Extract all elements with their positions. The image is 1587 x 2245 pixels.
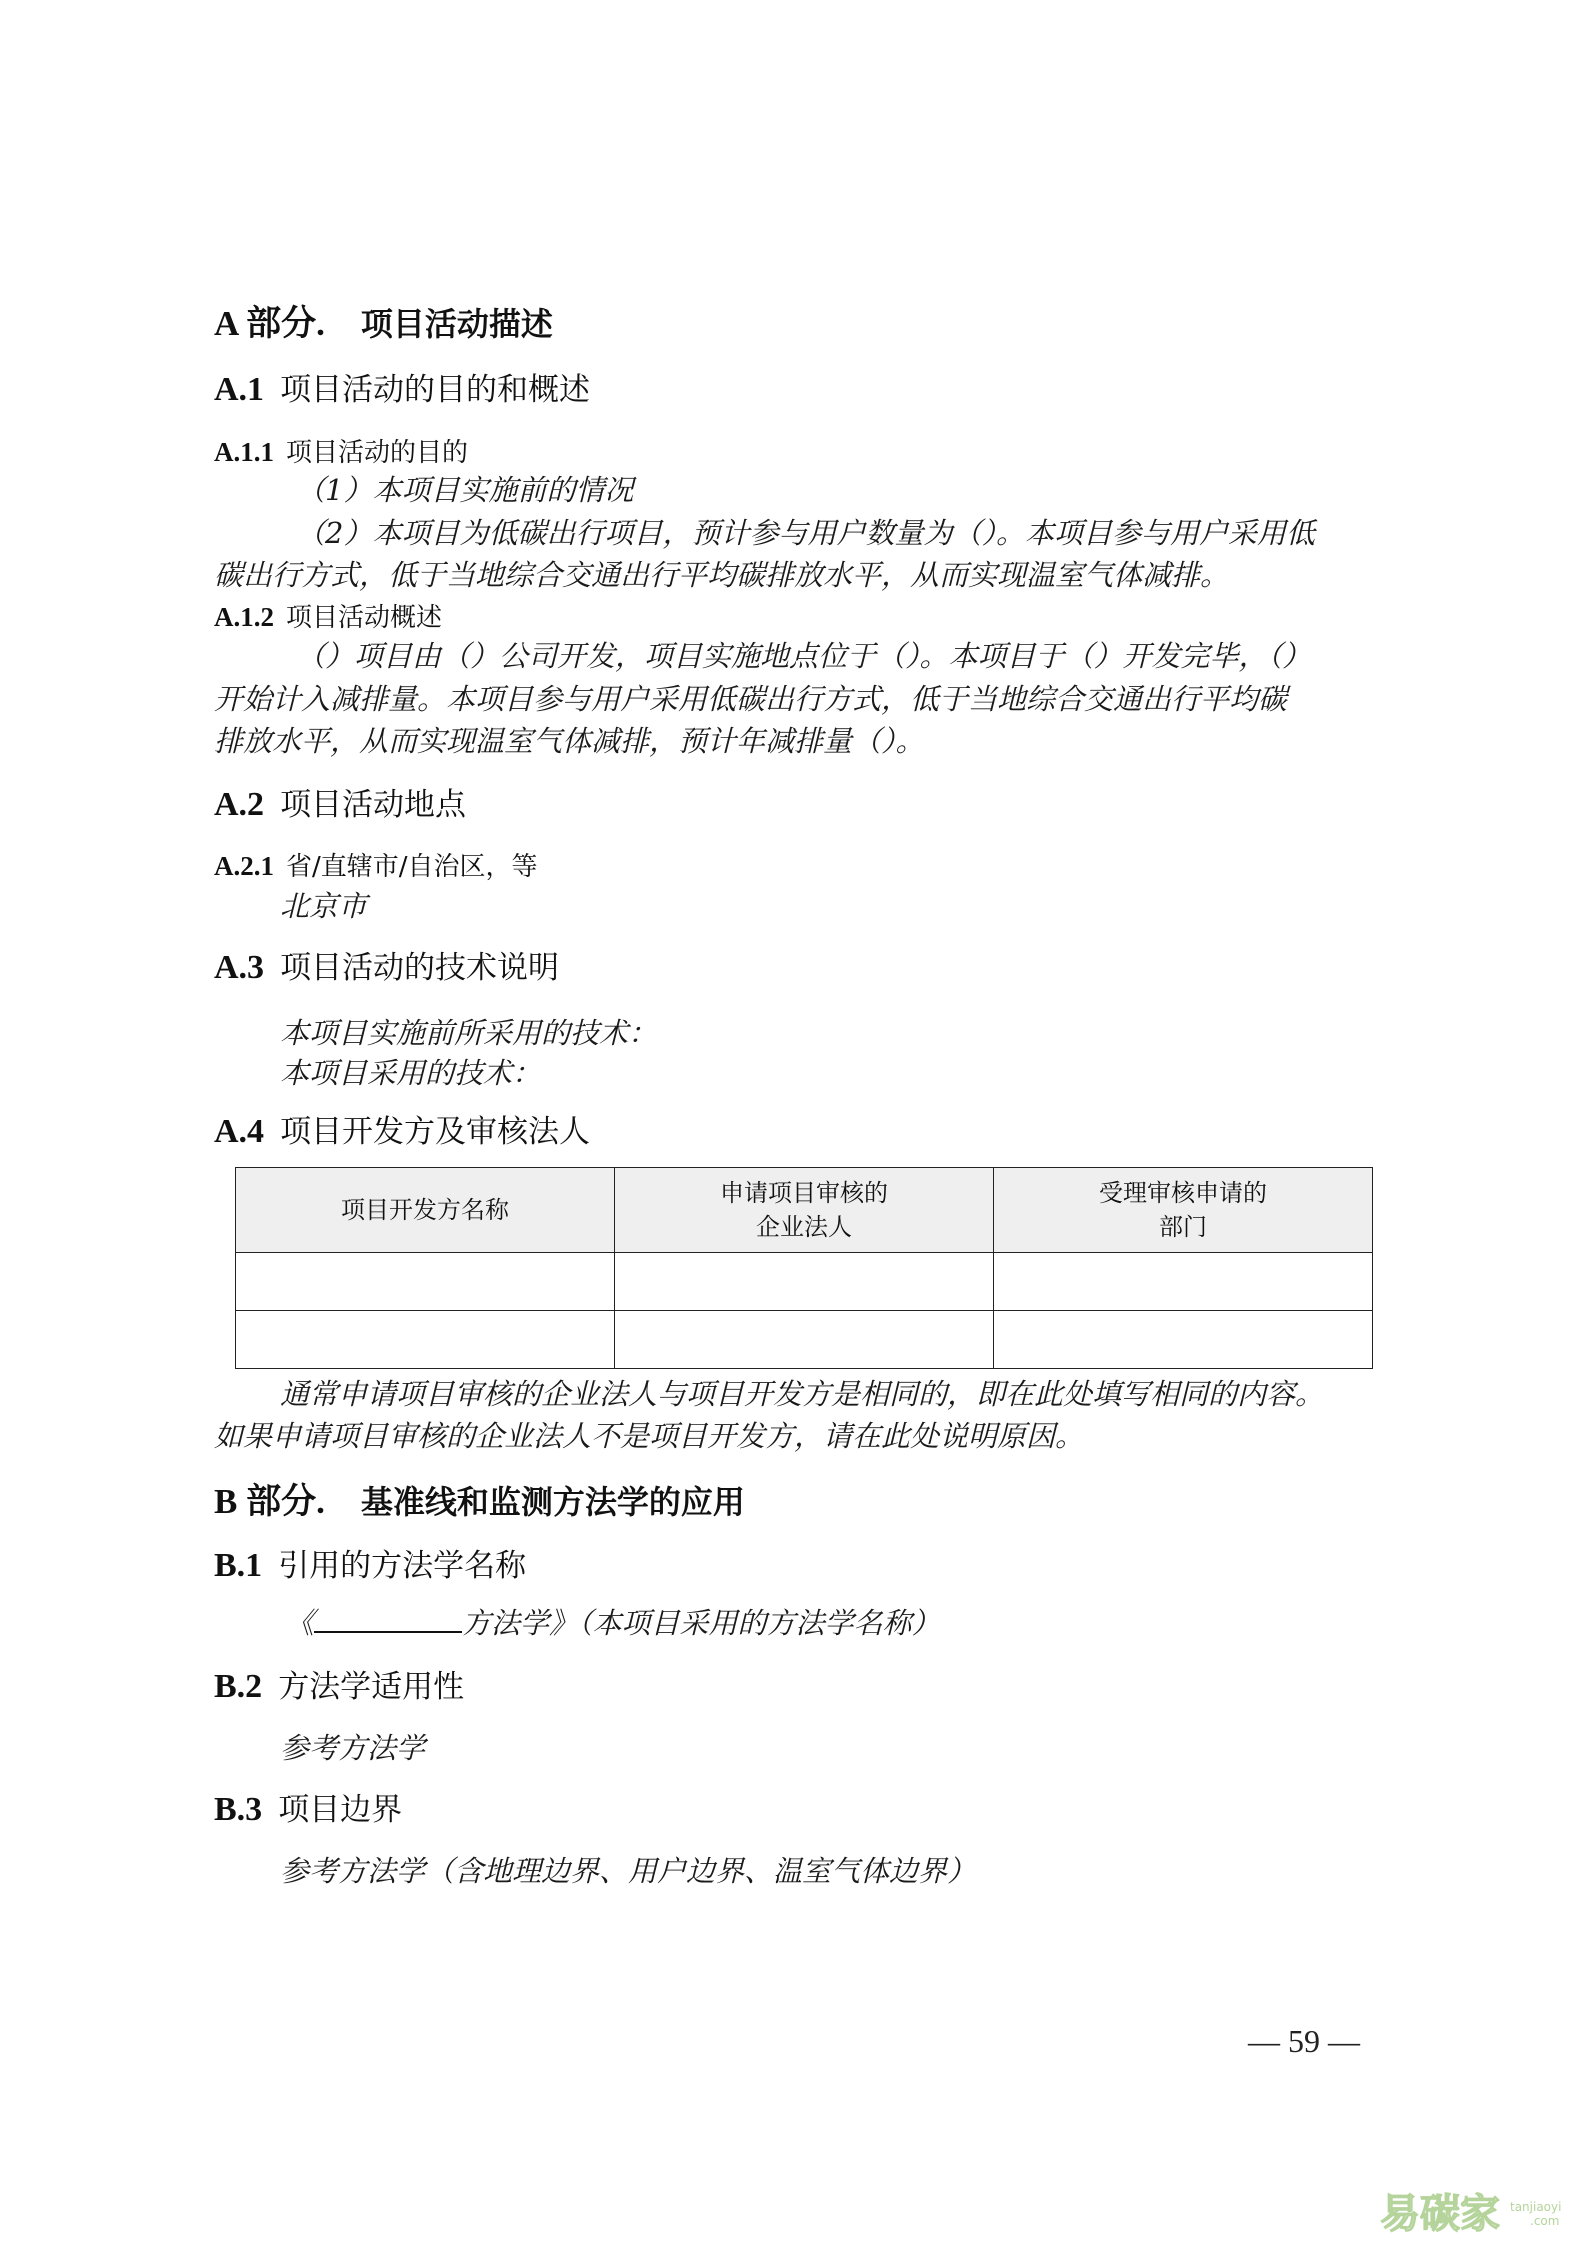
table-cell[interactable] [615,1253,994,1311]
watermark-brand: 易碳家 [1380,2191,1500,2237]
part-a-code: A 部分. [214,304,325,343]
a11-line-2: （2）本项目为低碳出行项目，预计参与用户数量为（）。本项目参与用户采用低 [296,516,1315,550]
section-a2-title: 项目活动地点 [280,787,467,823]
a4-note-line-1: 通常申请项目审核的企业法人与项目开发方是相同的，即在此处填写相同的内容。 [280,1377,1325,1411]
section-a2-heading [214,779,466,824]
a12-line-1: （）项目由（）公司开发，项目实施地点位于（）。本项目于（）开发完毕，（） [296,639,1312,673]
section-a21-heading [214,846,538,883]
b2-text: 参考方法学 [280,1731,426,1765]
a3-line-2: 本项目采用的技术： [280,1056,542,1090]
a4-note-line-2: 如果申请项目审核的企业法人不是项目开发方，请在此处说明原因。 [214,1419,1085,1453]
b3-text: 参考方法学（含地理边界、用户边界、温室气体边界） [280,1854,977,1888]
section-a3-code: A.3 [214,949,265,986]
section-a3-heading [214,942,559,987]
section-a12-code: A.1.2 [214,602,274,632]
section-b3-heading [214,1784,402,1829]
a3-line-1: 本项目实施前所采用的技术： [280,1016,658,1050]
part-b-title: 基准线和监测方法学的应用 [360,1483,745,1521]
section-a12-title: 项目活动概述 [286,603,443,633]
section-a21-code: A.2.1 [214,851,274,881]
section-b2-heading [214,1661,464,1706]
watermark-logo [1378,2183,1573,2239]
section-b2-code: B.2 [214,1668,263,1705]
table-cell[interactable] [236,1253,615,1311]
a21-value: 北京市 [280,889,368,923]
header-applicant-entity-line-1: 申请项目审核的 [720,1179,888,1207]
table-cell[interactable] [615,1311,994,1369]
header-developer-name [236,1168,615,1253]
a12-line-2: 开始计入减排量。本项目参与用户采用低碳出行方式，低于当地综合交通出行平均碳 [214,682,1288,716]
section-a1-title: 项目活动的目的和概述 [280,372,591,408]
watermark-domain: tanjiaoyi [1510,2200,1562,2214]
a11-line-3: 碳出行方式，低于当地综合交通出行平均碳排放水平，从而实现温室气体减排。 [214,558,1230,592]
section-a2-code: A.2 [214,786,265,823]
table-row [236,1253,1373,1311]
section-a11-heading [214,432,468,469]
part-b-heading [214,1474,745,1524]
a11-line-1: （1）本项目实施前的情况 [296,473,634,507]
watermark-tld: .com [1530,2214,1560,2228]
header-reviewing-department [994,1168,1373,1253]
section-a12-heading [214,597,442,634]
part-b-code: B 部分. [214,1482,325,1521]
section-a4-title: 项目开发方及审核法人 [280,1114,591,1150]
b1-methodology-text: 方法学》（本项目采用的方法学名称） [462,1606,941,1640]
section-b2-title: 方法学适用性 [278,1669,465,1705]
section-a4-heading [214,1106,590,1151]
table-cell[interactable] [236,1311,615,1369]
part-a-title: 项目活动描述 [360,305,553,343]
section-a11-code: A.1.1 [214,437,274,467]
section-b1-code: B.1 [214,1547,263,1584]
a12-line-3: 排放水平，从而实现温室气体减排，预计年减排量（）。 [214,724,925,758]
header-applicant-entity-line-2: 企业法人 [756,1213,852,1241]
header-developer-name-text: 项目开发方名称 [341,1196,509,1224]
methodology-name-blank [314,1605,462,1633]
section-a1-heading [214,364,590,409]
section-b1-title: 引用的方法学名称 [278,1548,527,1584]
table-row [236,1311,1373,1369]
section-b1-heading [214,1540,526,1585]
b1-open-quote: 《 [285,1606,315,1640]
section-a11-title: 项目活动的目的 [286,438,469,468]
section-a4-code: A.4 [214,1113,265,1150]
header-reviewing-department-line-1: 受理审核申请的 [1099,1179,1267,1207]
section-b3-title: 项目边界 [278,1792,403,1828]
section-a21-title: 省/直辖市/自治区，等 [286,852,538,882]
b1-methodology-line [285,1601,941,1642]
page-number: — 59 — [1248,2023,1360,2059]
header-applicant-entity [615,1168,994,1253]
table-header-row [236,1168,1373,1253]
developer-table [235,1167,1373,1369]
table-cell[interactable] [994,1311,1373,1369]
table-cell[interactable] [994,1253,1373,1311]
header-reviewing-department-line-2: 部门 [1159,1213,1207,1241]
section-b3-code: B.3 [214,1791,263,1828]
part-a-heading [214,296,553,346]
section-a3-title: 项目活动的技术说明 [280,950,560,986]
section-a1-code: A.1 [214,371,265,408]
